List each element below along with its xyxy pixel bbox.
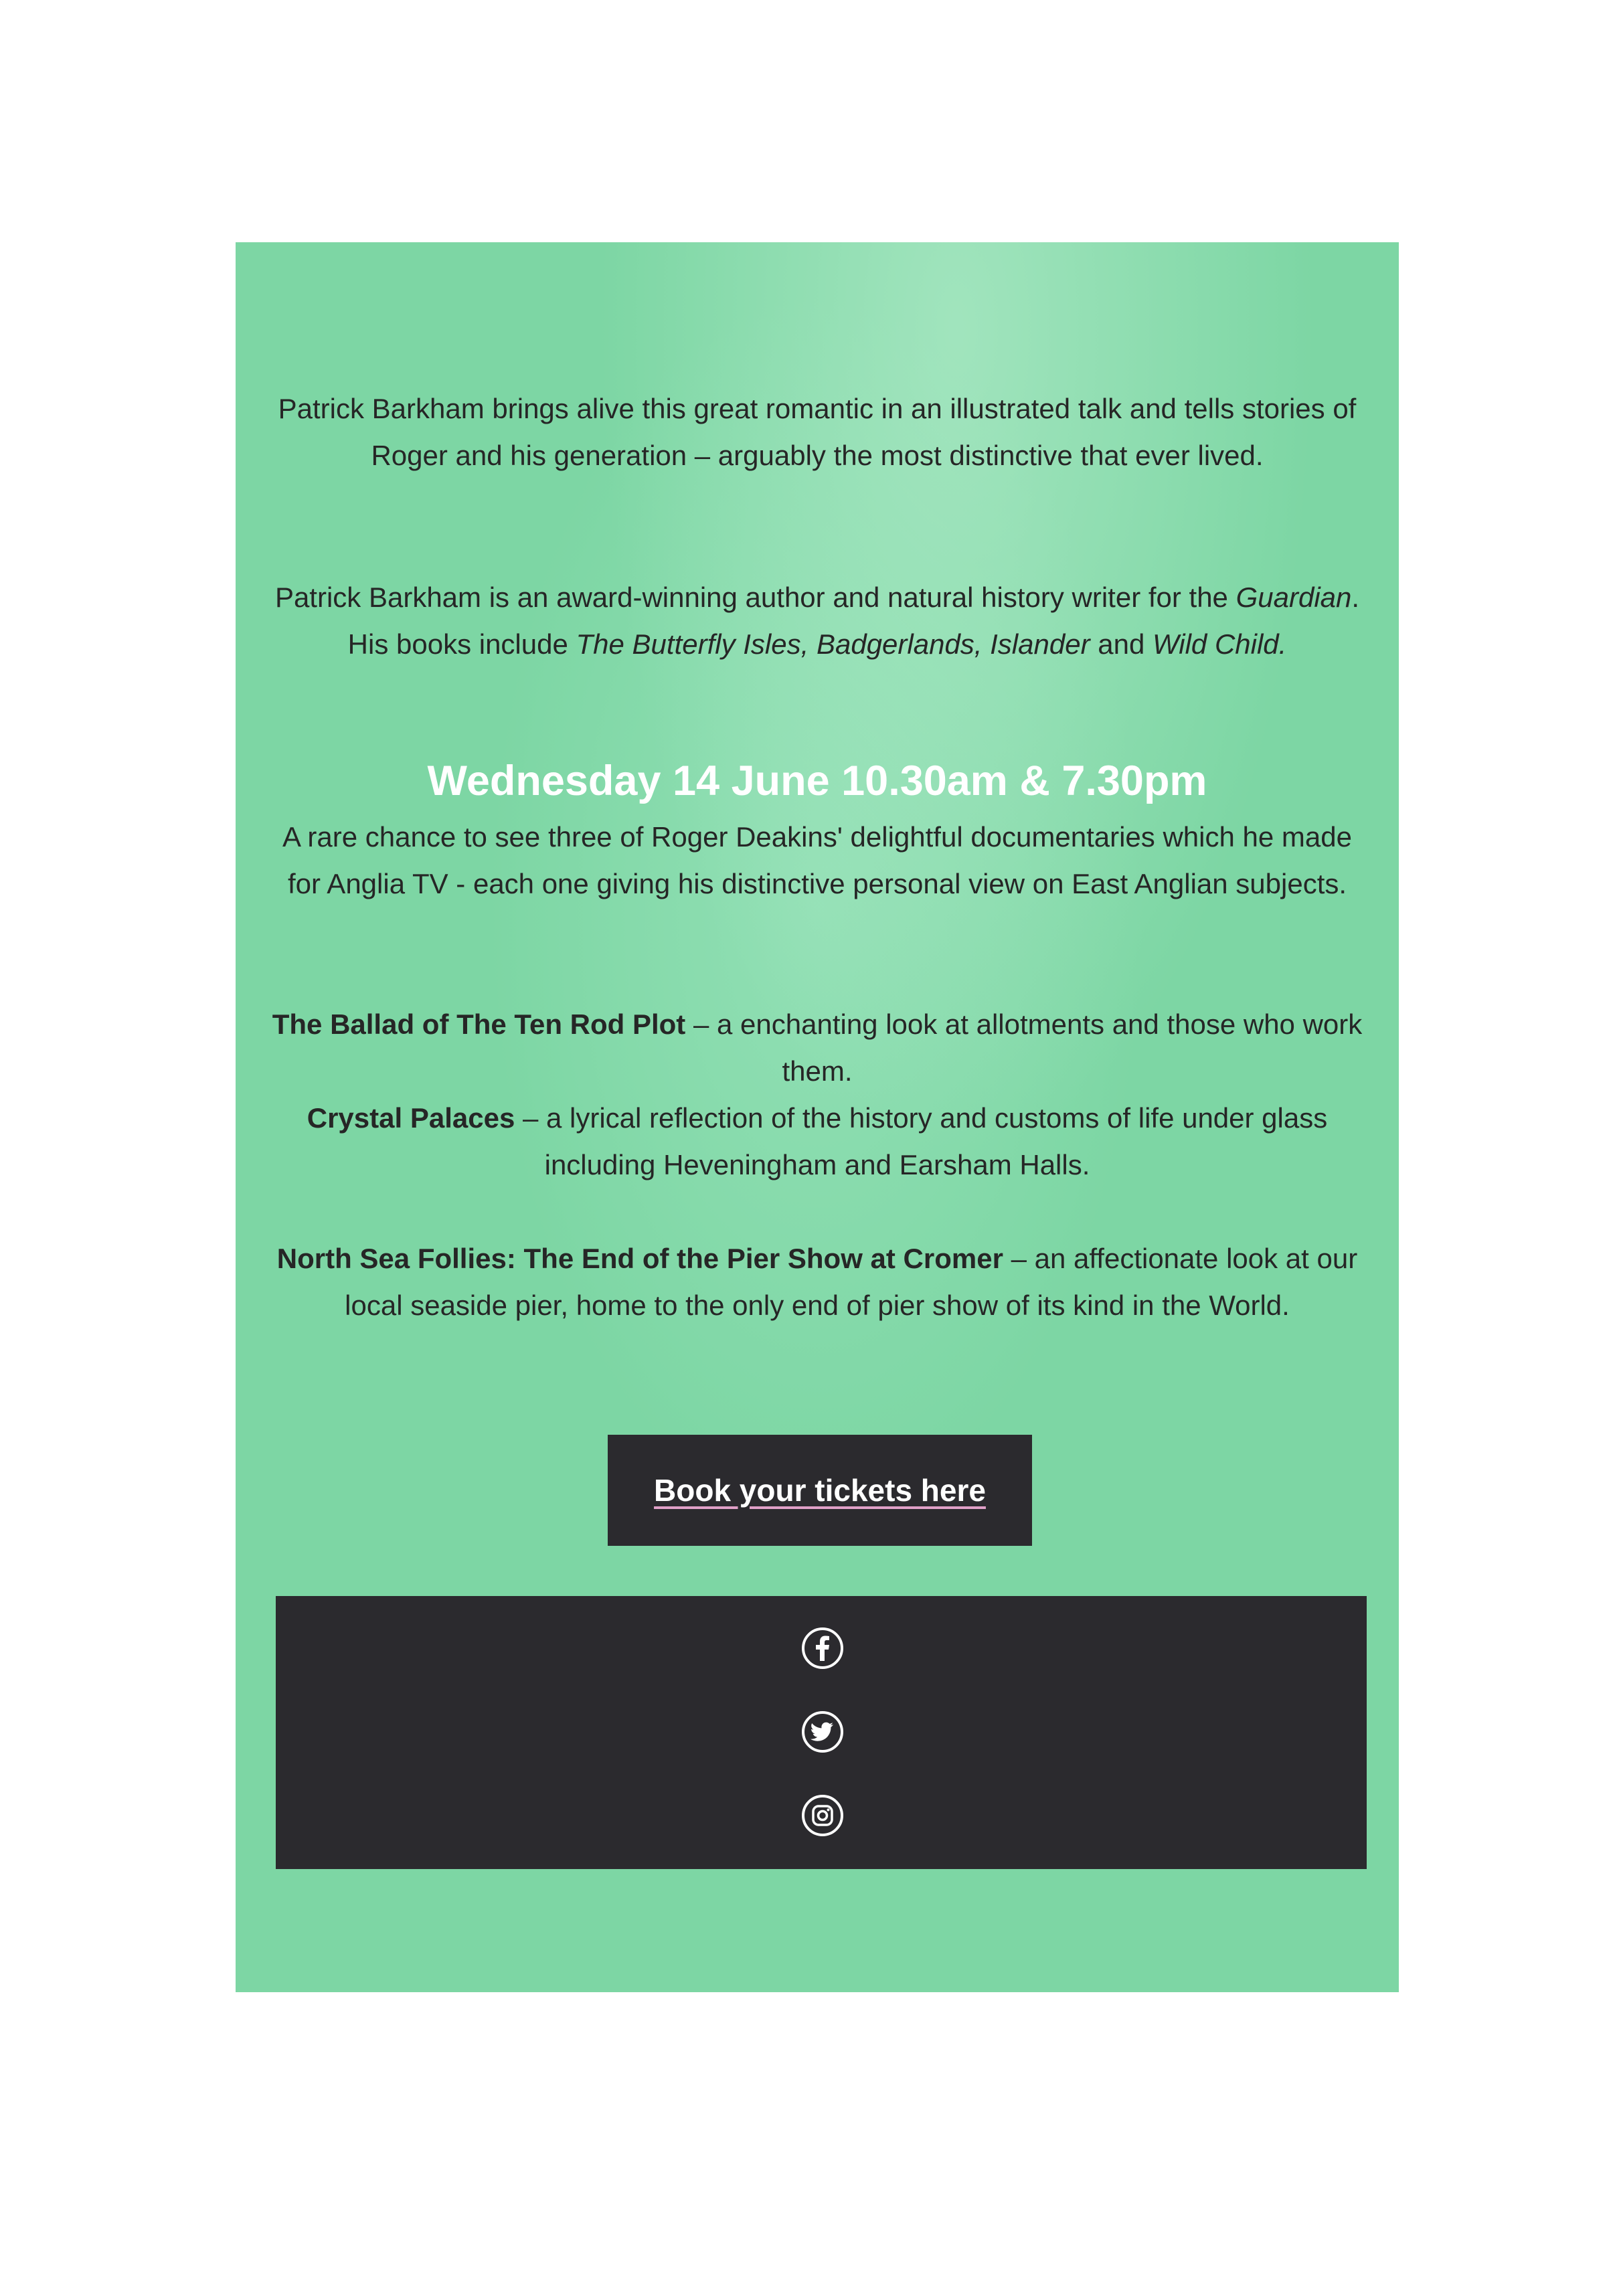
book-tickets-label: Book your tickets here bbox=[654, 1473, 986, 1508]
film-item bbox=[262, 1235, 1372, 1329]
film-title: North Sea Follies: The End of the Pier Show at Cromer bbox=[276, 1243, 1003, 1274]
bio-lead: Patrick Barkham is an award-winning author and natural history writer for the bbox=[274, 582, 1236, 613]
bio-end: . bbox=[1278, 628, 1287, 660]
author-bio-paragraph bbox=[262, 574, 1372, 668]
film-title: Crystal Palaces bbox=[307, 1102, 515, 1134]
book-tickets-button[interactable] bbox=[608, 1435, 1032, 1546]
film-description: – a lyrical reflection of the history and customs of life under glass including Heveningham and Earsham Halls. bbox=[515, 1102, 1328, 1180]
film-title: The Ballad of The Ten Rod Plot bbox=[272, 1008, 686, 1040]
film-item bbox=[262, 1001, 1372, 1095]
facebook-icon[interactable] bbox=[800, 1626, 845, 1670]
bio-and: and bbox=[1090, 628, 1153, 660]
event-intro-text: A rare chance to see three of Roger Deakins' delightful documentaries which he made for Anglia TV - each one giving his distinctive personal view on East Anglian subjects. bbox=[282, 821, 1352, 899]
bio-book-last: Wild Child bbox=[1152, 628, 1279, 660]
bio-book-list: The Butterfly Isles, Badgerlands, Islander bbox=[576, 628, 1090, 660]
event-intro-paragraph bbox=[262, 814, 1372, 907]
social-footer-bar bbox=[276, 1596, 1367, 1869]
film-list bbox=[262, 1001, 1372, 1329]
film-description: – an affectionate look at our local seaside pier, home to the only end of pier show of its kind in the World. bbox=[345, 1243, 1358, 1321]
bio-publication: Guardian bbox=[1236, 582, 1352, 613]
film-item bbox=[262, 1095, 1372, 1188]
newsletter-panel bbox=[236, 242, 1399, 1992]
bio-books-lead: . His books include bbox=[347, 582, 1360, 660]
film-description: – a enchanting look at allotments and those who work them. bbox=[685, 1008, 1363, 1087]
intro-text: Patrick Barkham brings alive this great romantic in an illustrated talk and tells stories of Roger and his generation – arguably the most distinctive that ever lived. bbox=[278, 393, 1357, 471]
event-date-heading: Wednesday 14 June 10.30am & 7.30pm bbox=[427, 758, 1207, 804]
spacer bbox=[262, 1188, 1372, 1235]
intro-paragraph bbox=[262, 385, 1372, 479]
twitter-icon[interactable] bbox=[800, 1710, 845, 1754]
instagram-icon[interactable] bbox=[800, 1793, 845, 1838]
